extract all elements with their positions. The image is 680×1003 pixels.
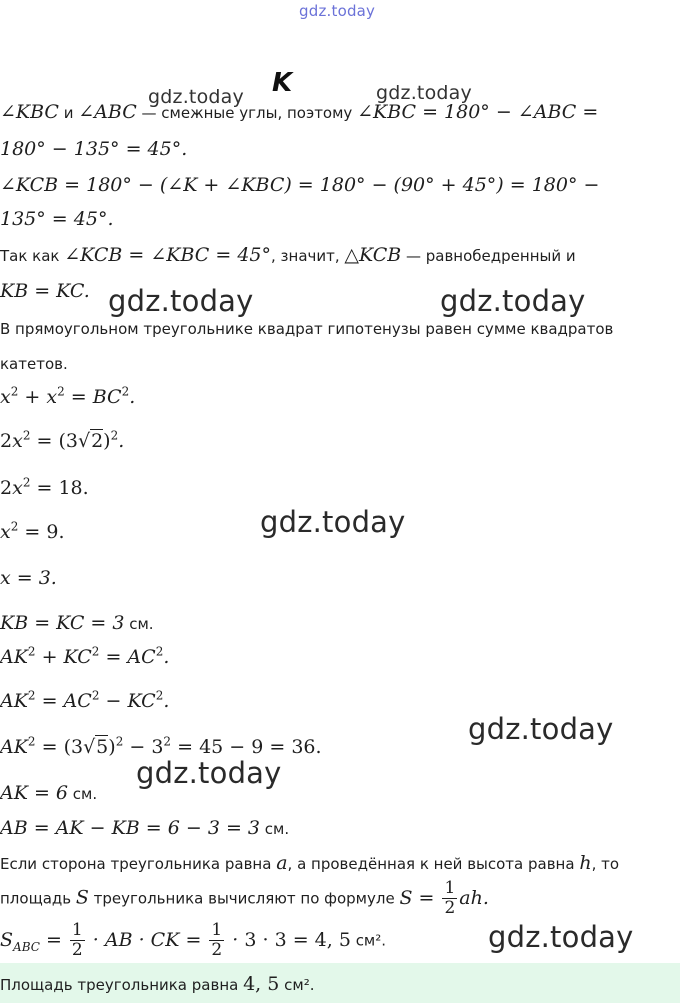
math-line: $x^2 + x^2 = BC^2$. xyxy=(0,384,136,408)
text: см². xyxy=(350,931,387,950)
fraction-denominator: 2 xyxy=(444,898,456,918)
text-line: катетов. xyxy=(0,355,68,373)
math: AB = AK − KB = 6 − 3 = 3 xyxy=(0,817,261,839)
math: 4, 5 xyxy=(243,973,280,995)
math: S = xyxy=(399,886,441,909)
math: ∠KBC = 180° − ∠ABC = xyxy=(357,101,599,123)
math-line: $2x^2 = 18$. xyxy=(0,475,89,499)
text: — смежные углы, поэтому xyxy=(136,104,358,122)
math-line: $2x^2 = (3√2)^2$. xyxy=(0,428,125,452)
fraction xyxy=(442,880,457,917)
math: △KCB xyxy=(344,244,402,266)
answer-line xyxy=(0,973,314,995)
answer-box xyxy=(0,963,680,1003)
math-line: $AK^2 + KC^2 = AC^2$. xyxy=(0,644,170,668)
text: , а проведённая к ней высота равна xyxy=(287,855,580,873)
math: ∠ABC xyxy=(78,101,137,123)
text-line xyxy=(0,817,289,839)
figure-label: K xyxy=(272,68,293,98)
math xyxy=(399,878,489,918)
fraction-numerator: 1 xyxy=(444,878,456,898)
watermark: gdz.today xyxy=(148,86,244,108)
text-line xyxy=(0,880,489,917)
math: ∠KBC xyxy=(0,101,59,123)
math-line: 135° = 45°. xyxy=(0,208,114,230)
math-line: 180° − 135° = 45°. xyxy=(0,138,188,160)
text: см². xyxy=(279,976,315,994)
math-line: $x^2 = 9$. xyxy=(0,519,65,543)
text: см. xyxy=(68,785,98,803)
text-line xyxy=(0,101,598,123)
math: h xyxy=(579,852,592,874)
math: ∠KCB = ∠KBC = 45° xyxy=(64,244,272,266)
text-line xyxy=(0,612,154,634)
math-line: ∠KCB = 180° − (∠K + ∠KBC) = 180° − (90° + 45°) = 180° − xyxy=(0,174,600,196)
text-line: В прямоугольном треугольнике квадрат гипотенузы равен сумме квадратов xyxy=(0,320,614,338)
math-line: $AK^2 = AC^2 - KC^2$. xyxy=(0,688,170,712)
math: AK = 6 xyxy=(0,782,69,804)
text-line xyxy=(0,922,386,959)
text-line xyxy=(0,244,576,266)
text: Площадь треугольника равна xyxy=(0,976,244,994)
text: Если сторона треугольника равна xyxy=(0,855,277,873)
math-line: KB = KC. xyxy=(0,280,90,302)
watermark: gdz.today xyxy=(260,505,406,539)
watermark-top: gdz.today xyxy=(299,2,376,20)
text: , то xyxy=(591,855,620,873)
watermark: gdz.today xyxy=(440,284,586,318)
watermark: gdz.today xyxy=(136,756,282,790)
math: ah. xyxy=(459,886,489,909)
text-line xyxy=(0,782,97,804)
math: KB = KC = 3 xyxy=(0,612,125,634)
math-line: $AK^2 = (3√5)^2 - 3^2 = 45 - 9 = 36$. xyxy=(0,734,322,758)
watermark: gdz.today xyxy=(488,920,634,954)
watermark: gdz.today xyxy=(108,284,254,318)
text: треугольника вычисляют по формуле xyxy=(88,889,400,908)
watermark: gdz.today xyxy=(376,82,472,104)
math: S xyxy=(75,886,89,909)
text: , значит, xyxy=(271,247,345,265)
watermark: gdz.today xyxy=(468,712,614,746)
text: и xyxy=(58,104,79,122)
math: $S_{ABC}$ = $\frac{1}{2}$ · AB · CK = $\frac{1}{2}$ · 3 · 3 = 4, 5 xyxy=(0,920,351,960)
text: см. xyxy=(124,615,154,633)
text: Так как xyxy=(0,247,65,265)
math: a xyxy=(276,852,288,874)
text-line xyxy=(0,852,619,874)
text: — равнобедренный и xyxy=(401,247,576,265)
text: см. xyxy=(260,820,290,838)
text: площадь xyxy=(0,889,76,908)
math-line: x = 3. xyxy=(0,567,57,589)
